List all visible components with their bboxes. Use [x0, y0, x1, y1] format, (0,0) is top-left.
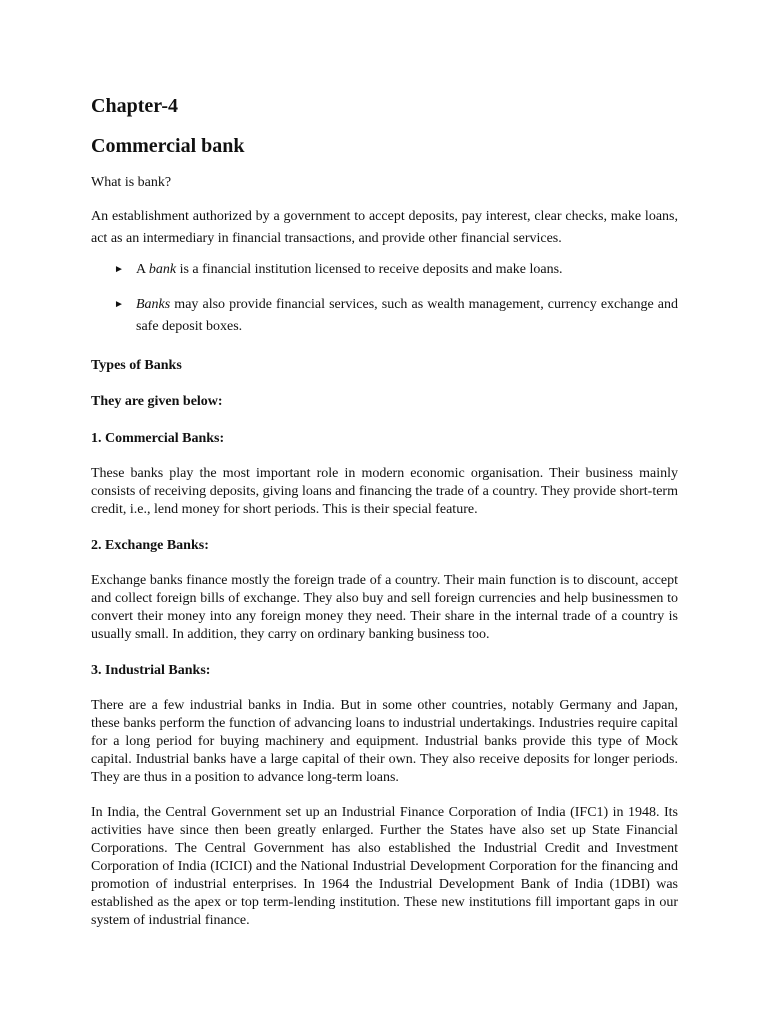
types-heading: Types of Banks	[91, 358, 182, 373]
definition-paragraph: An establishment authorized by a government to accept deposits, pay interest, clear checks, make loans, act as an intermediary in financial transactions, and provide other financial services.	[91, 209, 678, 246]
bullet-text	[136, 259, 678, 281]
bullet-italic-term: Banks	[136, 297, 171, 312]
section-heading-industrial: 3. Industrial Banks:	[91, 663, 211, 678]
question-line: What is bank?	[91, 175, 172, 190]
section-paragraph: These banks play the most important role in modern economic organisation. Their business mainly consists of receiving deposits, giving loans and financing the trade of a country. They provide short-term credit, i.e., lend money for short periods. This is their special feature.	[91, 466, 678, 517]
page-title: Commercial bank	[91, 135, 245, 157]
bullet-text	[136, 294, 678, 338]
section-paragraph: There are a few industrial banks in India. But in some other countries, notably Germany and Japan, these banks perform the function of advancing loans to industrial undertakings. Industries require capital for a long period for buying machinery and equipment. Industrial banks provide this type of Mock capital. Industrial banks have a large capital of their own. They also receive deposits for longer periods. They are thus in a position to advance long-term loans.	[91, 698, 678, 785]
bullet-rest: may also provide financial services, such as wealth management, currency exchange and safe deposit boxes.	[136, 297, 678, 334]
chapter-heading: Chapter-4	[91, 95, 179, 117]
section-paragraph: In India, the Central Government set up an Industrial Finance Corporation of India (IFC1) in 1948. Its activities have since then been greatly enlarged. Further the States have also set up State Financial Corporations. The Central Government has also established the Industrial Credit and Investment Corporation of India (ICICI) and the National Industrial Development Corporation for the financing and promotion of industrial enterprises. In 1964 the Industrial Development Bank of India (1DBI) was established as the apex or top term-lending institution. These new institutions fill important gaps in our system of industrial finance.	[91, 805, 678, 928]
section-paragraph: Exchange banks finance mostly the foreign trade of a country. Their main function is to discount, accept and collect foreign bills of exchange. They also buy and sell foreign currencies and help businessmen to convert their money into any foreign money they need. Their share in the internal trade of a country is usually small. In addition, they carry on ordinary banking business too.	[91, 573, 678, 642]
bullet-arrow-icon: ►	[114, 299, 124, 310]
bullet-italic-term: bank	[148, 262, 177, 277]
bullet-lead: A	[136, 262, 149, 277]
bullet-arrow-icon: ►	[114, 264, 124, 275]
bullet-rest: is a financial institution licensed to receive deposits and make loans.	[176, 262, 563, 277]
given-below-heading: They are given below:	[91, 394, 223, 409]
section-heading-commercial: 1. Commercial Banks:	[91, 431, 225, 446]
section-heading-exchange: 2. Exchange Banks:	[91, 538, 209, 553]
